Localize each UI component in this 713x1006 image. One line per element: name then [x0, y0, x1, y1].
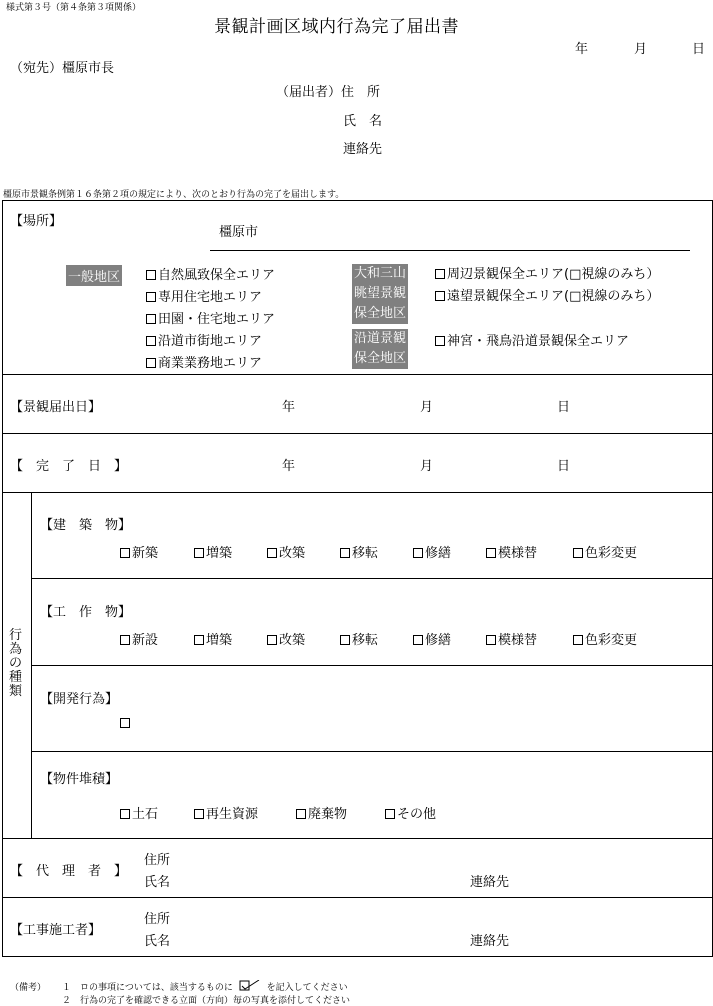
agent-name-label: 氏名: [144, 875, 171, 890]
location-underline: [210, 250, 690, 251]
yamato-item[interactable]: 周辺景観保全エリア(□視線のみち）: [435, 264, 659, 286]
agent-address-label: 住所: [144, 853, 171, 868]
structure-option[interactable]: 修繕: [413, 629, 451, 648]
stockpile-option[interactable]: 土石: [120, 803, 158, 822]
roadside-item[interactable]: 神宮・飛鳥沿道景観保全エリア: [435, 330, 629, 349]
applicant-address-label: （届出者）住 所: [276, 85, 381, 100]
agent-contact-label: 連絡先: [470, 875, 510, 890]
notify-date-day[interactable]: 日: [557, 400, 571, 415]
contractor-name-label: 氏名: [144, 934, 171, 949]
stockpile-option[interactable]: 再生資源: [194, 803, 258, 822]
structure-option[interactable]: 模様替: [486, 629, 537, 648]
building-option[interactable]: 修繕: [413, 542, 451, 561]
contractor-label: 【工事施工者】: [10, 923, 102, 938]
agent-label: 【 代 理 者 】: [10, 864, 128, 879]
yamato-area-badge: 大和三山 眺望景観 保全地区: [352, 264, 408, 324]
roadside-area-badge: 沿道景観 保全地区: [352, 329, 408, 369]
checkbox-icon: [267, 635, 277, 645]
development-label: 【開発行為】: [40, 692, 119, 707]
complete-date-year[interactable]: 年: [282, 459, 296, 474]
structure-option[interactable]: 新設: [120, 629, 158, 648]
structure-option[interactable]: 移転: [340, 629, 378, 648]
checkbox-icon: [385, 809, 395, 819]
structure-label: 【工 作 物】: [40, 605, 132, 620]
contractor-contact-label: 連絡先: [470, 934, 510, 949]
contractor-address-label: 住所: [144, 912, 171, 927]
statement: 橿原市景観条例第１６条第２項の規定により、次のとおり行為の完了を届出します。: [3, 190, 345, 200]
note-1: １ ロの事項については、該当するものに を記入してください: [62, 980, 348, 993]
stockpile-option[interactable]: 廃棄物: [296, 803, 347, 822]
stockpile-option[interactable]: その他: [385, 803, 436, 822]
general-item[interactable]: 自然風致保全エリア: [146, 265, 275, 287]
general-area-list: [146, 265, 275, 375]
building-option[interactable]: 移転: [340, 542, 378, 561]
applicant-name-label: 氏 名: [343, 114, 383, 129]
general-item[interactable]: 沿道市街地エリア: [146, 331, 275, 353]
applicant-contact-label: 連絡先: [343, 142, 383, 157]
general-area-badge: 一般地区: [66, 265, 122, 286]
checkbox-icon: [435, 269, 445, 279]
date-month: 月: [634, 42, 648, 57]
complete-date-label: 【 完 了 日 】: [10, 459, 128, 474]
checkbox-icon: [486, 635, 496, 645]
checkbox-icon: [120, 548, 130, 558]
page-title: 景観計画区域内行為完了届出書: [214, 17, 459, 37]
notify-date-month[interactable]: 月: [420, 400, 434, 415]
structure-option[interactable]: 色彩変更: [573, 629, 637, 648]
location-city: 橿原市: [219, 225, 259, 240]
checkbox-icon: [120, 809, 130, 819]
building-option[interactable]: 新築: [120, 542, 158, 561]
checkbox-icon: [573, 635, 583, 645]
general-item[interactable]: 専用住宅地エリア: [146, 287, 275, 309]
date-year: 年: [575, 42, 589, 57]
building-option[interactable]: 色彩変更: [573, 542, 637, 561]
location-label: 【場所】: [10, 214, 63, 229]
checkbox-icon: [296, 809, 306, 819]
notify-date-year[interactable]: 年: [282, 400, 296, 415]
checkbox-icon: [194, 809, 204, 819]
checkbox-icon: [435, 291, 445, 301]
yamato-area-list: [435, 264, 659, 308]
form-code: 様式第３号（第４条第３項関係）: [6, 3, 142, 13]
structure-option[interactable]: 改築: [267, 629, 305, 648]
notes-label: （備考）: [10, 983, 47, 993]
building-option[interactable]: 改築: [267, 542, 305, 561]
development-option[interactable]: [120, 716, 132, 731]
checkbox-icon: [146, 358, 156, 368]
building-label: 【建 築 物】: [40, 518, 132, 533]
complete-date-month[interactable]: 月: [420, 459, 434, 474]
general-item[interactable]: 田園・住宅地エリア: [146, 309, 275, 331]
checkbox-icon: [413, 548, 423, 558]
checkbox-icon: [120, 635, 130, 645]
checkbox-icon: [146, 292, 156, 302]
complete-date-day[interactable]: 日: [557, 459, 571, 474]
checkbox-icon: [573, 548, 583, 558]
checkbox-icon: [146, 270, 156, 280]
checkbox-icon: [194, 548, 204, 558]
checkbox-icon: [340, 635, 350, 645]
checkbox-icon: [435, 336, 445, 346]
structure-option[interactable]: 増築: [194, 629, 232, 648]
act-type-side-label: 行 為 の 種 類: [9, 628, 23, 699]
notify-date-label: 【景観届出日】: [10, 400, 102, 415]
building-option[interactable]: 増築: [194, 542, 232, 561]
checkbox-icon: [267, 548, 277, 558]
checkbox-icon: [413, 635, 423, 645]
addressee: （宛先）橿原市長: [10, 61, 115, 76]
date-day: 日: [692, 42, 706, 57]
note-2: ２ 行為の完了を確認できる立面（方向）毎の写真を添付してください: [62, 996, 351, 1006]
checkbox-icon: [194, 635, 204, 645]
checkbox-icon: [120, 718, 130, 728]
checkbox-icon: [146, 314, 156, 324]
checkbox-icon: [146, 336, 156, 346]
checkbox-icon: [340, 548, 350, 558]
checkbox-icon: [486, 548, 496, 558]
general-item[interactable]: 商業業務地エリア: [146, 353, 275, 375]
checkmark-icon: [239, 980, 261, 991]
yamato-item[interactable]: 遠望景観保全エリア(□視線のみち）: [435, 286, 659, 308]
stockpile-label: 【物件堆積】: [40, 772, 119, 787]
building-option[interactable]: 模様替: [486, 542, 537, 561]
